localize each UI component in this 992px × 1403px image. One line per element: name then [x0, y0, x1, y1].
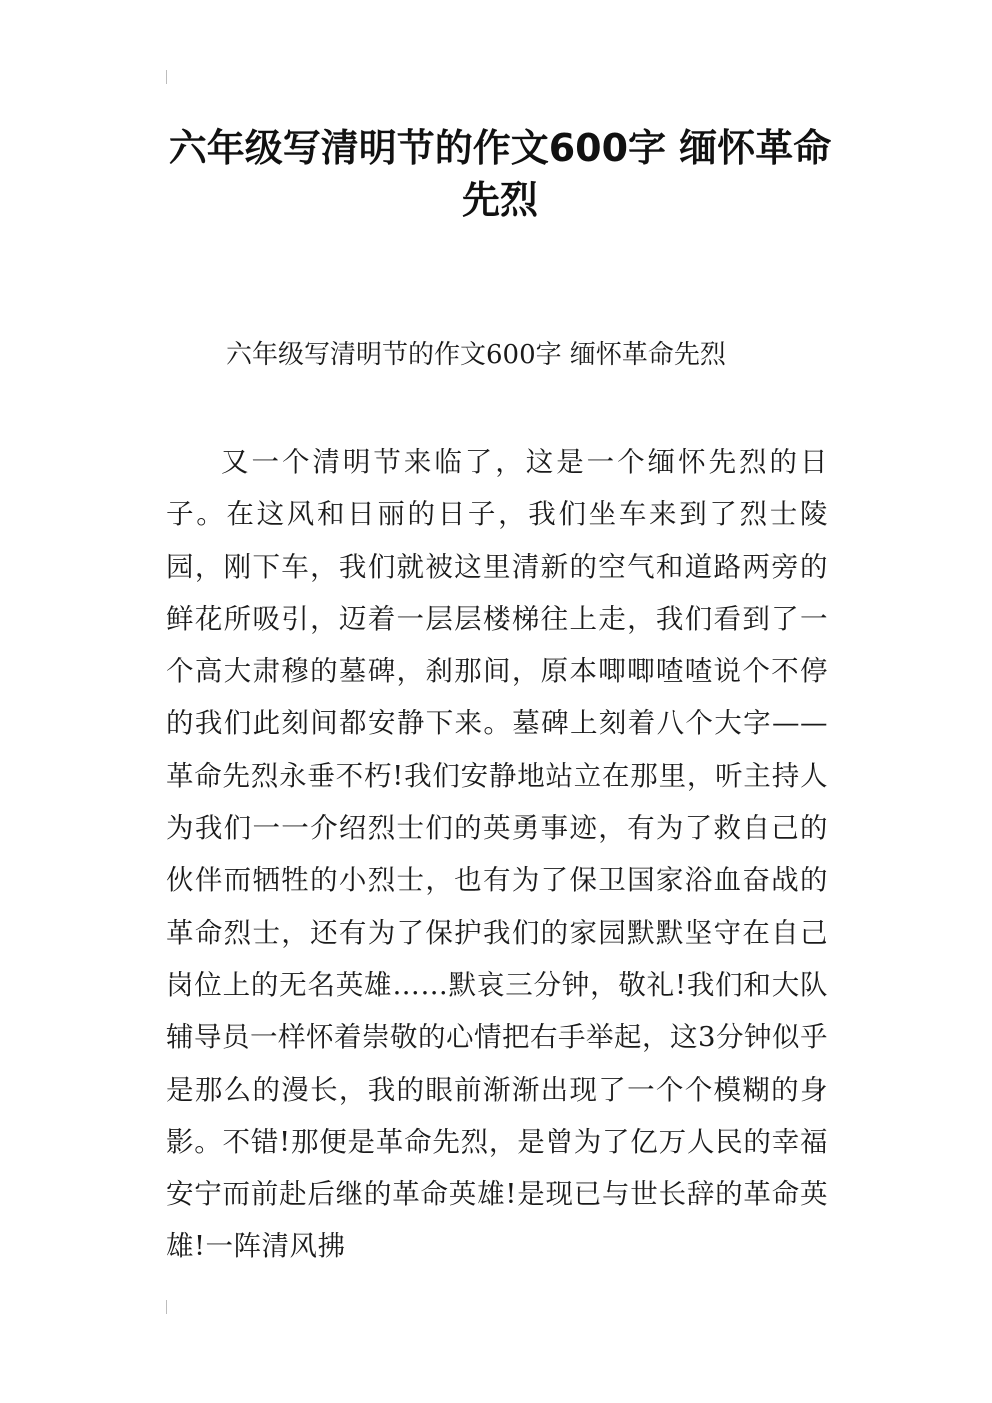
crop-mark-bottom [166, 1300, 167, 1314]
document-subtitle: 六年级写清明节的作文600字 缅怀革命先烈 [226, 340, 726, 370]
crop-mark-top [166, 70, 167, 84]
document-title: 六年级写清明节的作文600字 缅怀革命先烈 [168, 126, 832, 222]
body-paragraph: 又一个清明节来临了，这是一个缅怀先烈的日子。在这风和日丽的日子，我们坐车来到了烈士陵园，刚下车，我们就被这里清新的空气和道路两旁的鲜花所吸引，迈着一层层楼梯往上走，我们看到了一个高大肃穆的墓碑，刹那间，原本唧唧喳喳说个不停的我们此刻间都安静下来。墓碑上刻着八个大字——革命先烈永垂不朽!我们安静地站立在那里，听主持人为我们一一介绍烈士们的英勇事迹，有为了救自己的伙伴而牺牲的小烈士，也有为了保卫国家浴血奋战的革命烈士，还有为了保护我们的家园默默坚守在自己岗位上的无名英雄……默哀三分钟，敬礼!我们和大队辅导员一样怀着崇敬的心情把右手举起，这3分钟似乎是那么的漫长，我的眼前渐渐出现了一个个模糊的身影。不错!那便是革命先烈，是曾为了亿万人民的幸福安宁而前赴后继的革命英雄!是现已与世长辞的革命英雄!一阵清风拂 [166, 446, 828, 1263]
